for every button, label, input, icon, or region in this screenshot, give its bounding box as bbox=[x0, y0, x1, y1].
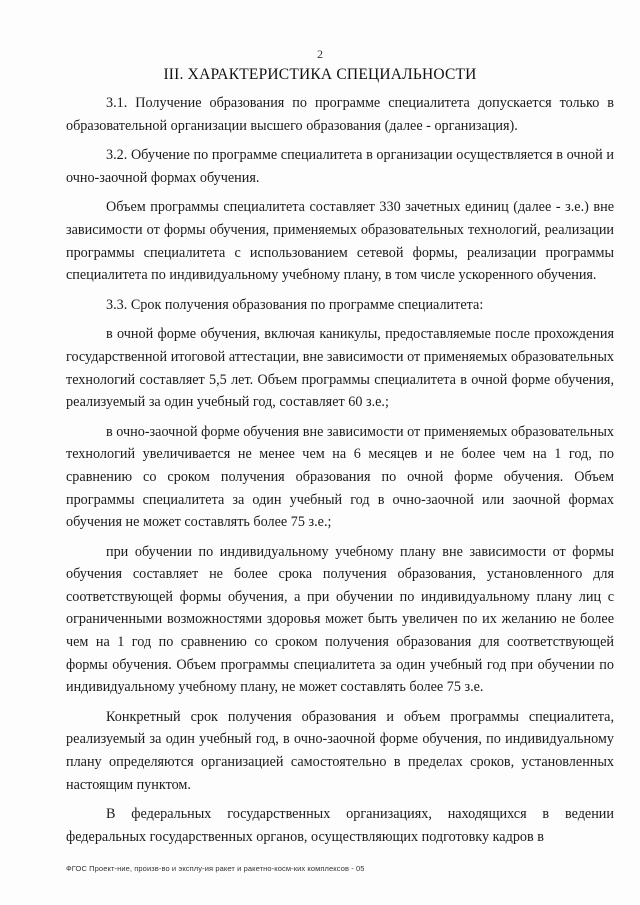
paragraph-volume: Объем программы специалитета составляет 330 зачетных единиц (далее - з.е.) вне зависимости от формы обучения, применяемых образовательных технологий, реализации программы специалитета с использованием сетевой формы, реализации программы специалитета по индивидуальному учебному плану, в том числе ускоренного обучения. bbox=[66, 199, 614, 284]
document-footer: ФГОС Проект-ние, произв-во и эксплу-ия ракет и ракетно-косм-ких комплексов - 05 bbox=[66, 864, 365, 873]
paragraph-part-time: в очно-заочной форме обучения вне зависимости от применяемых образовательных технологий увеличивается не менее чем на 6 месяцев и не более чем на 1 год, по сравнению со сроком получения образования по очной форме обучения. Объем программы специалитета за один учебный год в очно-заочной или заочной формах обучения не может составлять более 75 з.е.; bbox=[66, 423, 614, 531]
paragraph-specific-term: Конкретный срок получения образования и объем программы специалитета, реализуемый за один учебный год, в очно-заочной форме обучения, по индивидуальному плану определяются организацией самостоятельно в пределах сроков, установленных настоящим пунктом. bbox=[66, 708, 614, 793]
body-text bbox=[66, 92, 614, 848]
paragraph-full-time: в очной форме обучения, включая каникулы, предоставляемые после прохождения государственной итоговой аттестации, вне зависимости от применяемых образовательных технологий составляет 5,5 лет. Объем программы специалитета в очной форме обучения, реализуемый за один учебный год, составляет 60 з.е.; bbox=[66, 326, 614, 411]
paragraph-3-2: 3.2. Обучение по программе специалитета в организации осуществляется в очной и очно-заочной формах обучения. bbox=[66, 147, 614, 186]
paragraph-individual-plan: при обучении по индивидуальному учебному плану вне зависимости от формы обучения составляет не более срока получения образования, установленного для соответствующей формы обучения, а при обучении по индивидуальному плану лиц с ограниченными возможностями здоровья может быть увеличен по их желанию не более чем на 1 год по сравнению со сроком получения образования для соответствующей формы обучения. Объем программы специалитета за один учебный год при обучении по индивидуальному учебному плану, не может составлять более 75 з.е. bbox=[66, 543, 614, 696]
page-number: 2 bbox=[317, 47, 323, 61]
paragraph-federal-organizations: В федеральных государственных организациях, находящихся в ведении федеральных государственных органов, осуществляющих подготовку кадров в bbox=[66, 806, 614, 845]
paragraph-3-1: 3.1. Получение образования по программе специалитета допускается только в образовательной организации высшего образования (далее - организация). bbox=[66, 95, 614, 134]
section-title: III. ХАРАКТЕРИСТИКА СПЕЦИАЛЬНОСТИ bbox=[163, 66, 477, 83]
paragraph-3-3: 3.3. Срок получения образования по программе специалитета: bbox=[106, 296, 484, 313]
